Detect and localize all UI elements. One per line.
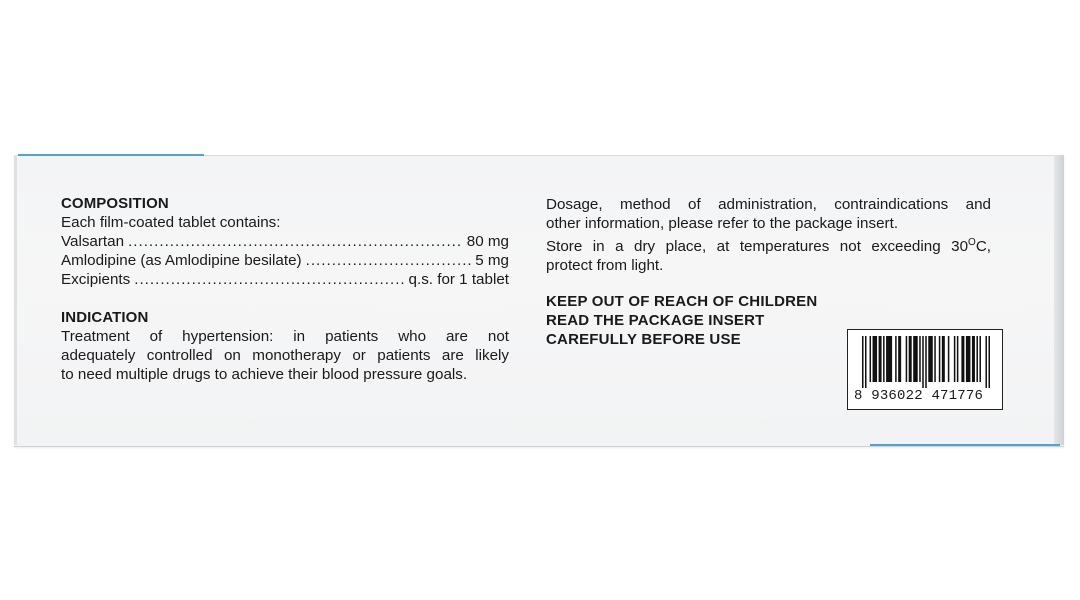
ingredient-name: Amlodipine (as Amlodipine besilate) [61,252,302,269]
barcode-bar [966,336,971,382]
indication-heading: INDICATION [61,309,149,326]
barcode-bar [922,336,924,388]
storage-text: Store in a dry place, at temperatures not exceeding 30 [546,238,969,255]
barcode-first-digit: 8 [854,388,863,404]
barcode-bar [895,336,897,382]
storage-line [546,233,991,256]
composition-indication-column [61,194,509,384]
barcode-bar [886,336,892,382]
barcode-bar [883,336,885,382]
barcode-bar [919,336,921,382]
dosage-line: other information, please refer to the package insert. [546,215,899,232]
warning-line: CAREFULLY BEFORE USE [546,331,741,348]
box-left-edge [14,155,17,445]
composition-heading: COMPOSITION [61,195,169,212]
indication-line: Treatment of hypertension: in patients who are not [61,328,509,345]
barcode-bar [972,336,975,382]
dosage-storage-column [546,195,991,275]
blue-accent-strip-bottom [870,444,1060,446]
warning-line: KEEP OUT OF REACH OF CHILDREN [546,293,818,310]
ingredient-amount: 5 mg [475,252,509,269]
barcode-bar [909,336,912,382]
ingredient-name: Excipients [61,271,131,288]
barcode-bar [906,336,908,382]
box-right-edge [1054,155,1064,445]
barcode [847,329,1003,410]
dosage-line: Dosage, method of administration, contraindications and [546,196,991,213]
barcode-bar [928,336,933,382]
barcode-bar [873,336,878,382]
barcode-bar [913,336,918,382]
warnings-block [546,292,817,349]
barcode-right-group: 471776 [931,388,984,404]
leader-dots [134,270,404,289]
barcode-bar [879,336,882,382]
indication-line: to need multiple drugs to achieve their blood pressure goals. [61,366,468,383]
barcode-bar [925,336,927,388]
barcode-bar [976,336,978,382]
ingredient-row [61,270,509,289]
barcode-bar [988,336,990,388]
composition-intro: Each film-coated tablet contains: [61,214,281,231]
barcode-bar [961,336,964,382]
barcode-bar [942,336,945,382]
barcode-bar [934,336,936,382]
ingredient-row [61,232,509,251]
storage-unit: C, [975,238,991,255]
degree-symbol: O [968,237,976,248]
barcode-digits [854,388,1000,404]
blue-accent-strip-top [18,154,204,156]
barcode-bar [954,336,956,382]
ingredient-row [61,251,509,270]
barcode-bar [957,336,959,382]
barcode-bar [985,336,987,388]
barcode-bar [948,336,950,382]
barcode-bar [898,336,901,382]
barcode-bars-icon [862,336,990,388]
warning-line: READ THE PACKAGE INSERT [546,312,765,329]
barcode-left-group: 936022 [871,388,923,404]
indication-line: adequately controlled on monotherapy or patients are likely [61,347,509,364]
leader-dots [128,232,463,251]
leader-dots [306,251,472,270]
ingredient-amount: 80 mg [466,233,509,250]
barcode-bar [979,336,981,382]
barcode-bar [862,336,864,388]
barcode-bar [870,336,872,382]
ingredient-amount: q.s. for 1 tablet [408,271,509,288]
ingredient-name: Valsartan [61,233,125,250]
barcode-bar [939,336,941,382]
barcode-bar [865,336,867,388]
storage-end-line: protect from light. [546,257,664,274]
